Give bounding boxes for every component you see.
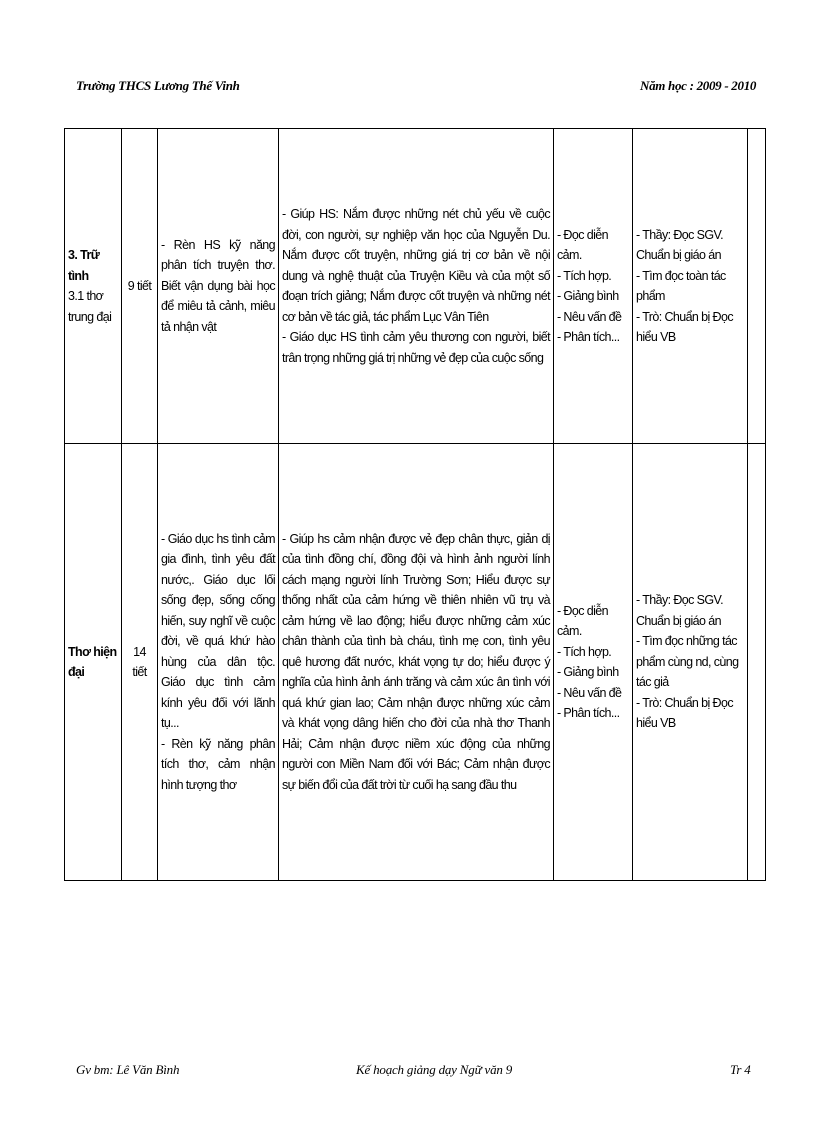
skills-cell: - Rèn HS kỹ năng phân tích truyện thơ. Biết vận dụng bài học để miêu tả cảnh, miêu tả nhận vật [158,129,279,444]
objectives-cell: - Giúp hs cảm nhận được vẻ đẹp chân thực, giản dị của tình đồng chí, đồng đội và hình ảnh người lính cách mạng người lính Trường Sơn; Hiểu được sự thống nhất của cảm hứng về thiên nhiên vũ trụ và cảm hứng về lao động; hiểu được những cảm xúc chân thành của tình bà cháu, tình mẹ con, tình yêu quê hương đất nước, khát vọng tự do; hiểu được ý nghĩa của hình ảnh ánh trăng và cảm xúc ân tình với quá khứ gian lao; Cảm nhận được những xúc cảm và khát vọng dâng hiến cho đời của nhà thơ Thanh Hải; Cảm nhận được niềm xúc động của những người con Miền Nam đối với Bác; Cảm nhận được sự biến đổi của đất trời từ cuối hạ sang đầu thu [279,444,554,881]
table-row [65,129,766,444]
plan-title: Kế hoạch giảng dạy Ngữ văn 9 [356,1062,513,1077]
table-row [65,444,766,881]
topic-subtitle: 3.1 thơ trung đại [68,289,112,324]
notes-cell [748,129,766,444]
topic-title: 3. Trữ tình [68,248,100,283]
methods-cell: - Đọc diễn cảm. - Tích hợp. - Giảng bình - Nêu vấn đề - Phân tích... [554,444,633,881]
objectives-cell: - Giúp HS: Nắm được những nét chủ yếu về cuộc đời, con người, sự nghiệp văn học của Nguyễn Du. Nắm được cốt truyện, những giá trị cơ bản về nội dung và nghệ thuật của Truyện Kiều và của một số đoạn trích giảng; Nắm được cốt truyện và những nét cơ bản về tác giả, tác phẩm Lục Vân Tiên - Giáo dục HS tình cảm yêu thương con người, biết trân trọng những giá trị những vẻ đẹp của cuộc sống [279,129,554,444]
periods-cell: 14 tiết [122,444,158,881]
periods-cell: 9 tiết [122,129,158,444]
page-number: Tr 4 [730,1062,751,1077]
skills-cell: - Giáo dục hs tình cảm gia đình, tình yêu đất nước,. Giáo dục lối sống đẹp, sống cống hiến, suy nghĩ về cuộc đời, về quá khứ hào hùng của dân tộc. Giáo dục tình cảm kính yêu đối với lãnh tụ... - Rèn kỹ năng phân tích thơ, cảm nhận hình tượng thơ [158,444,279,881]
preparation-cell: - Thầy: Đọc SGV. Chuẩn bị giáo án - Tìm đọc toàn tác phẩm - Trò: Chuẩn bị Đọc hiểu VB [633,129,748,444]
methods-cell: - Đọc diễn cảm. - Tích hợp. - Giảng bình - Nêu vấn đề - Phân tích... [554,129,633,444]
teacher-name: Gv bm: Lê Văn Bình [76,1062,180,1077]
school-name: Trường THCS Lương Thế Vinh [76,78,240,93]
preparation-cell: - Thầy: Đọc SGV. Chuẩn bị giáo án - Tìm đọc những tác phẩm cùng nd, cùng tác giả - Trò: Chuẩn bị Đọc hiểu VB [633,444,748,881]
notes-cell [748,444,766,881]
topic-cell [65,444,122,881]
teaching-plan-table [64,128,766,881]
topic-cell [65,129,122,444]
topic-title: Thơ hiện đại [68,644,117,679]
school-year: Năm học : 2009 - 2010 [640,78,757,93]
